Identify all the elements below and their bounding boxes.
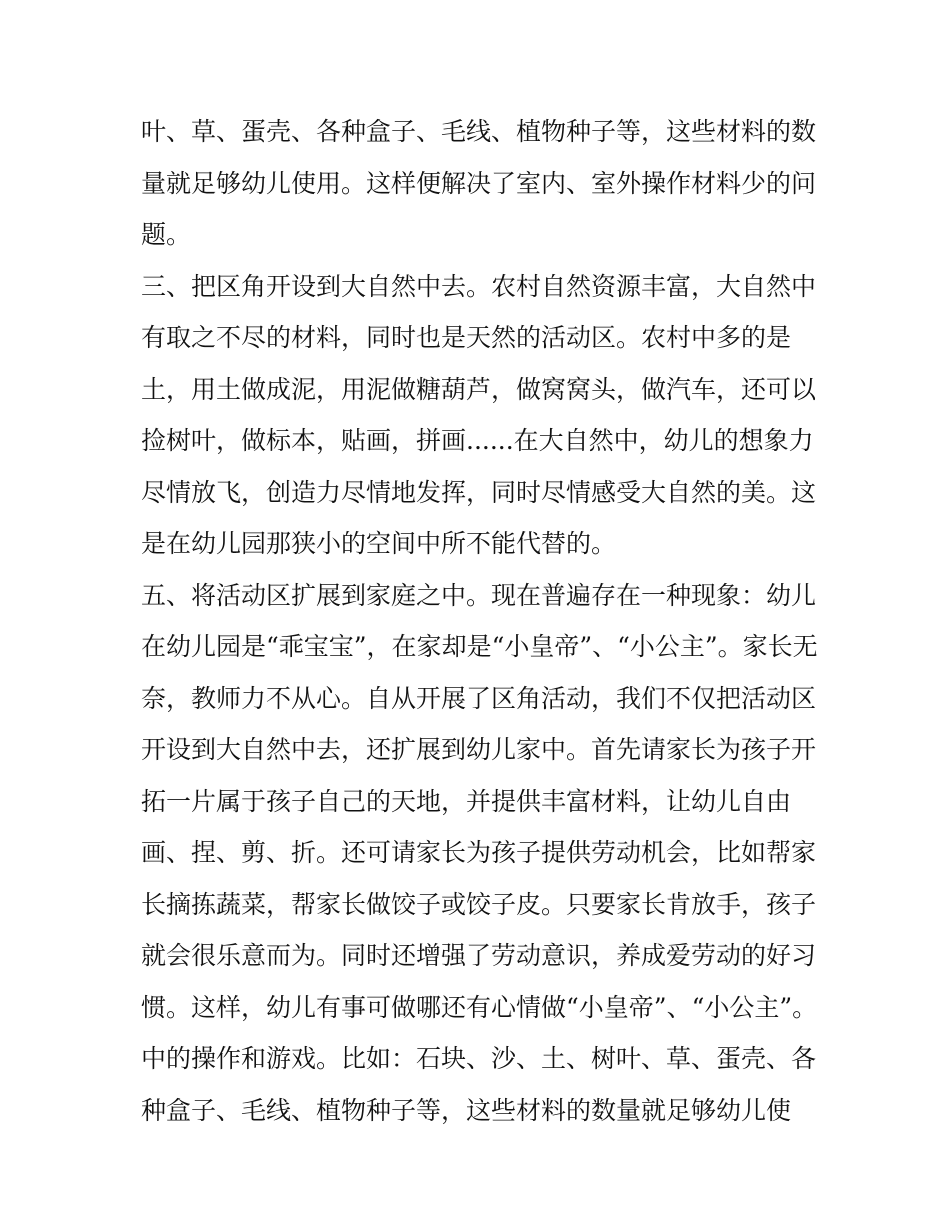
text-line: 土，用土做成泥，用泥做糖葫芦，做窝窝头，做汽车，还可以	[141, 374, 817, 404]
text-line: 开设到大自然中去，还扩展到幼儿家中。首先请家长为孩子开	[141, 735, 817, 764]
text-line: 长摘拣蔬菜，帮家长做饺子或饺子皮。只要家长肯放手，孩子	[141, 889, 817, 919]
text-line: 有取之不尽的材料，同时也是天然的活动区。农村中多的是	[141, 323, 792, 352]
text-line: 是在幼儿园那狭小的空间中所不能代替的。	[141, 529, 617, 558]
text-line: 奈，教师力不从心。自从开展了区角活动，我们不仅把活动区	[141, 683, 817, 713]
text-line: 惯。这样，幼儿有事可做哪还有心情做“小皇帝”、“小公主”。	[141, 992, 818, 1022]
text-line: 拓一片属于孩子自己的天地，并提供丰富材料，让幼儿自由	[141, 786, 792, 816]
text-line: 五、将活动区扩展到家庭之中。现在普遍存在一种现象：幼儿	[141, 580, 817, 610]
body-text	[141, 106, 821, 1136]
text-line: 种盒子、毛线、植物种子等，这些材料的数量就足够幼儿使	[141, 1095, 792, 1125]
text-line: 三、把区角开设到大自然中去。农村自然资源丰富，大自然中	[141, 271, 817, 301]
text-line: 量就足够幼儿使用。这样便解决了室内、室外操作材料少的问	[141, 168, 817, 198]
text-line: 叶、草、蛋壳、各种盒子、毛线、植物种子等，这些材料的数	[141, 117, 817, 146]
text-line: 中的操作和游戏。比如：石块、沙、土、树叶、草、蛋壳、各	[141, 1044, 817, 1073]
text-line: 尽情放飞，创造力尽情地发挥，同时尽情感受大自然的美。这	[141, 477, 817, 507]
text-line: 题。	[141, 220, 192, 249]
text-line: 在幼儿园是“乖宝宝”，在家却是“小皇帝”、“小公主”。家长无	[141, 632, 818, 661]
text-line: 就会很乐意而为。同时还增强了劳动意识，养成爱劳动的好习	[141, 941, 817, 970]
text-line: 捡树叶，做标本，贴画，拼画......在大自然中，幼儿的想象力	[141, 426, 814, 455]
text-line: 画、捏、剪、折。还可请家长为孩子提供劳动机会，比如帮家	[141, 838, 817, 867]
